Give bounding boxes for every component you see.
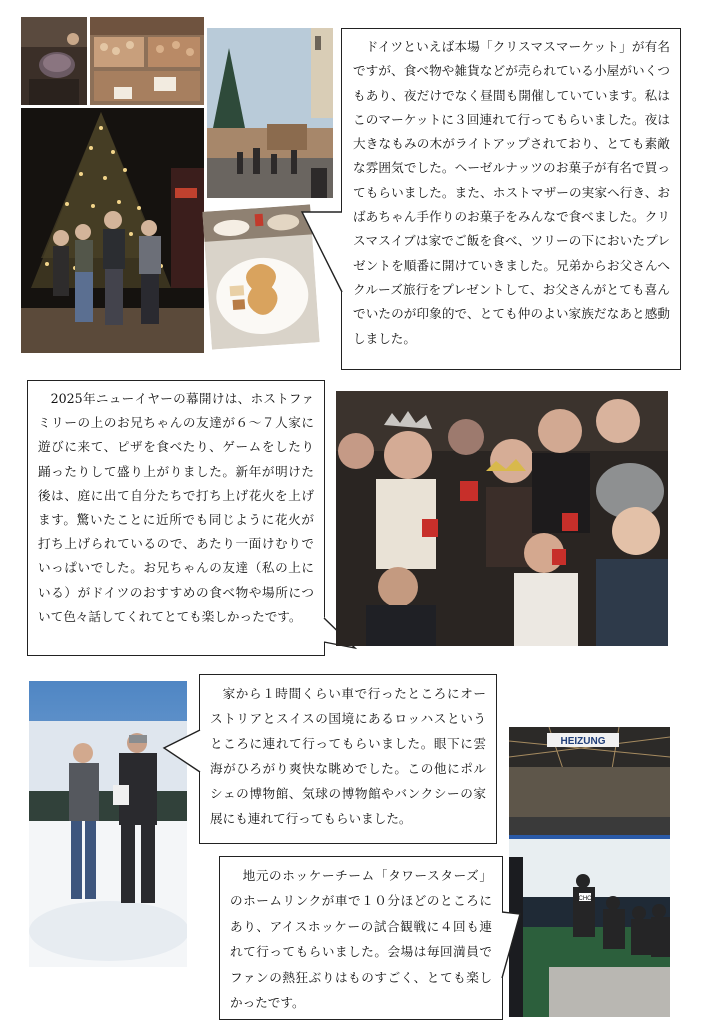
- paragraph-mountain-trip: 家から１時間くらい車で行ったところにオーストリアとスイスの国境にあるロッハスというところに連れて行ってもらいました。眼下に雲海がひろがり爽快な眺めでした。この他にポルシェの博物館、気球の博物館やバンクシーの家展にも連れて行ってもらいました。: [210, 686, 486, 826]
- photo-new-year-party: [336, 391, 668, 646]
- paragraph-ice-hockey: 地元のホッケーチーム「タワースターズ」のホームリンクが車で１０分ほどのところにあり、アイスホッケーの試合観戦に４回も連れて行ってもらいました。会場は毎回満員でファンの熱狂ぶりはものすごく、とても楽しかったです。: [230, 868, 492, 1011]
- text-bubble-mountain-trip: [199, 674, 497, 844]
- photo-ice-rink: [509, 727, 670, 1017]
- paragraph-christmas-market: ドイツといえば本場「クリスマスマーケット」が有名ですが、食べ物や雑貨などが売られている小屋がいくつもあり、夜だけでなく昼間も開催していています。私はこのマーケットに３回連れて行ってもらいました。夜は大きなもみの木がライトアップされており、とても素敵な雰囲気でした。ヘーゼルナッツのお菓子が有名で買ってもらいました。また、ホストマザーの実家へ行き、おばあちゃん手作りのお菓子をみんなで食べました。クリスマスイブは家でご飯を食べ、ツリーの下においたプレゼントを順番に開けていきました。兄弟からお父さんへクルーズ旅行をプレゼントして、お父さんがとても喜んでいたのが印象的で、とても仲のよい家族だなあと感動しました。: [353, 39, 670, 346]
- text-bubble-ice-hockey: [219, 856, 503, 1020]
- photo-hot-drink: [21, 17, 87, 105]
- photo-market-street: [207, 28, 333, 198]
- photo-christmas-tree-group: [21, 108, 204, 353]
- paragraph-new-year: 2025年ニューイヤーの幕開けは、ホストファミリーの上のお兄ちゃんの友達が６〜７人家に遊びに来て、ピザを食べたり、ゲームをしたり踊ったりして盛り上がりました。新年が明けた後は、庭に出て自分たちで打ち上げ花火を上げます。驚いたことに近所でも同じように花火が打ち上げられているので、あたり一面けむりでいっぱいでした。お兄ちゃんの友達（私の上にいる）がドイツのおすすめの食べ物や場所について色々話してくれてとても楽しかったです。: [38, 391, 314, 624]
- bubble-tail-mountain-trip: [162, 728, 202, 774]
- bubble-tail-ice-hockey: [500, 910, 522, 980]
- arena-banner-text: HEIZUNG: [560, 736, 606, 747]
- bubble-tail-christmas-market: [300, 210, 344, 294]
- photo-snowy-summit: [29, 681, 187, 967]
- text-bubble-christmas-market: [341, 28, 681, 370]
- text-bubble-new-year: [27, 380, 325, 656]
- photo-nut-stall: [90, 17, 204, 105]
- jersey-logo-text: CHC: [578, 896, 592, 902]
